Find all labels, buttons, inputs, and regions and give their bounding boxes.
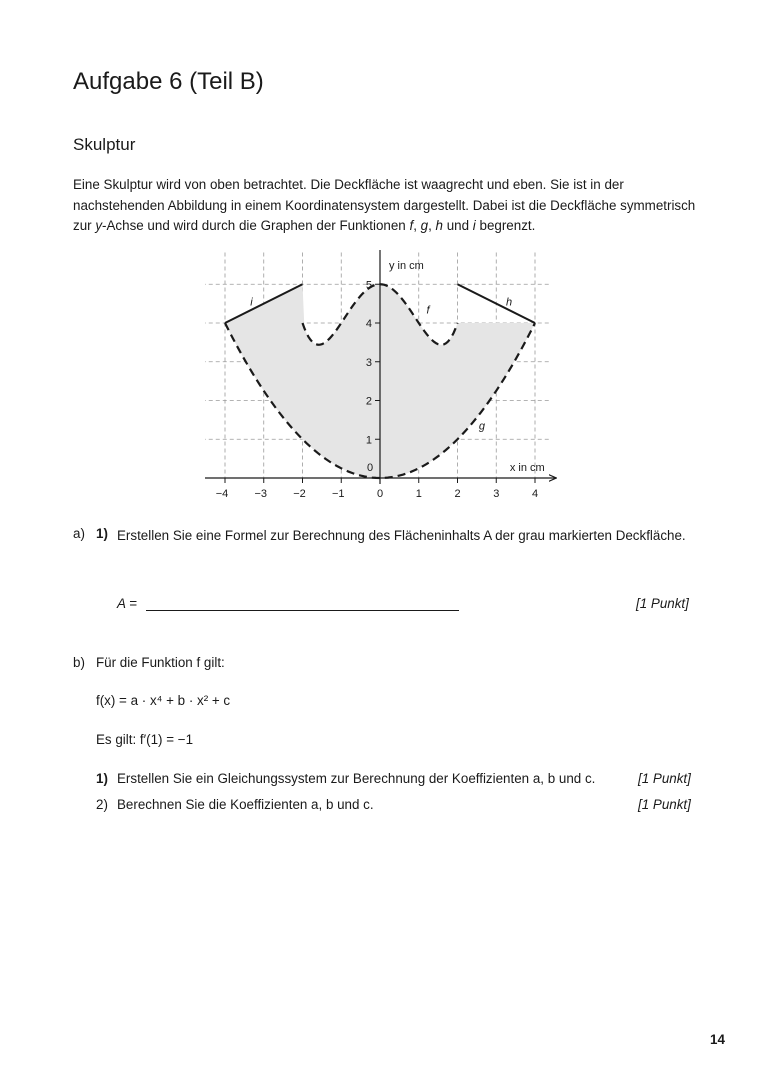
x-axis-label: x in cm [509, 462, 545, 474]
part-b-label: b) [73, 655, 85, 670]
y-tick-label: 5 [365, 279, 372, 292]
part-a-item1-text: Erstellen Sie eine Formel zur Berechnung des Flächeninhalts A der grau markierten Deckfläche. [117, 528, 686, 543]
section-subtitle: Skulptur [73, 135, 136, 154]
page-number: 14 [710, 1032, 725, 1047]
coordinate-figure [205, 250, 565, 510]
part-b-item1-points: [1 Punkt] [638, 771, 691, 786]
answer-line[interactable] [146, 610, 459, 611]
x-tick-label: −4 [215, 488, 229, 500]
part-a-label: a) [73, 526, 85, 541]
part-b-item2-text: Berechnen Sie die Koeffizienten a, b und c. [117, 797, 374, 812]
label-f: f [426, 304, 430, 317]
x-tick-label: −3 [254, 488, 268, 500]
y-tick-label: 4 [365, 318, 372, 330]
part-a-item1-number: 1) [96, 526, 108, 541]
label-h: h [505, 296, 513, 309]
part-b-given: Es gilt: f′(1) = −1 [96, 732, 194, 747]
y-tick-label: 3 [365, 356, 372, 369]
part-b-item1-number: 1) [96, 771, 108, 786]
page-title: Aufgabe 6 (Teil B) [73, 68, 264, 95]
part-b-item2-points: [1 Punkt] [638, 797, 691, 812]
x-tick-label: −2 [293, 488, 306, 500]
part-b-item2-number: 2) [96, 797, 108, 812]
part-b-item1-text: Erstellen Sie ein Gleichungssystem zur Berechnung der Koeffizienten a, b und c. [117, 771, 596, 786]
x-tick-label: 2 [454, 488, 461, 500]
label-i: i [250, 296, 253, 309]
x-tick-label: −1 [331, 488, 345, 500]
y-tick-label: 2 [365, 395, 372, 408]
part-b-intro: Für die Funktion f gilt: [96, 655, 225, 670]
y-axis-label: y in cm [389, 259, 424, 272]
intro-paragraph: Eine Skulptur wird von oben betrachtet. Die Deckfläche ist waagrecht und eben. Sie ist in der nachstehenden Abbildung in einem Koordinatensystem dargestellt. Dabei ist die Deckfläche symmetrisch zur y-Achse und wird durch die Graphen der Funktionen f, g, h und i begrenzt. [73, 177, 696, 233]
part-b-formula: f(x) = a · x⁴ + b · x² + c [96, 693, 231, 708]
x-tick-label: 4 [531, 488, 539, 500]
part-a-points: [1 Punkt] [636, 596, 689, 611]
x-tick-label: 1 [415, 488, 422, 500]
origin-label: 0 [367, 462, 374, 474]
x-tick-label: 0 [376, 488, 384, 500]
answer-equation-prefix: A = [117, 596, 137, 611]
y-tick-label: 1 [365, 434, 372, 447]
label-g: g [478, 420, 485, 433]
x-tick-label: 3 [493, 488, 500, 500]
